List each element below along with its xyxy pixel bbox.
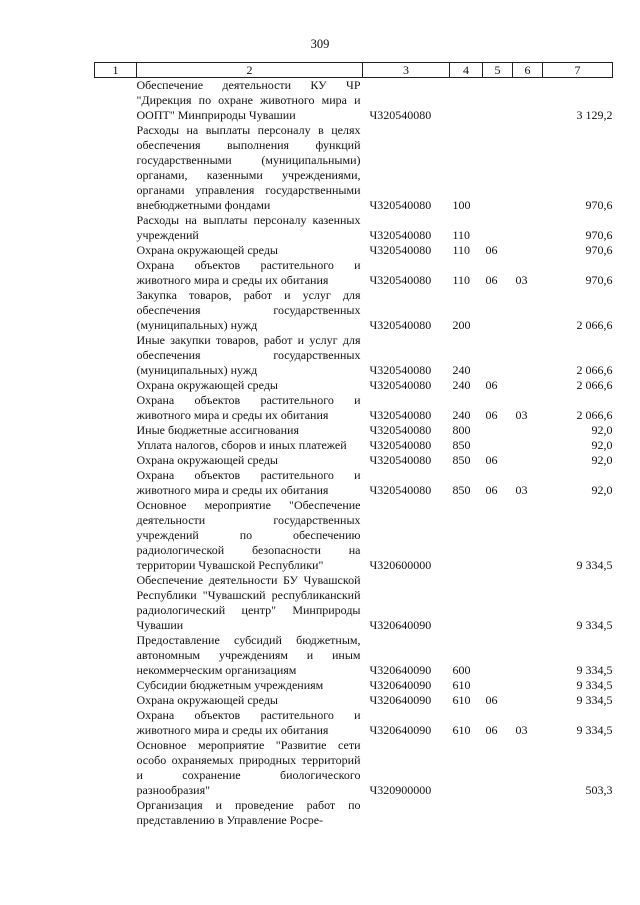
- row-amount: 9 334,5: [576, 618, 613, 632]
- subsection-code: [513, 633, 543, 678]
- section-code: [483, 498, 513, 573]
- section-code: [483, 798, 513, 828]
- row-amount: 970,6: [585, 228, 613, 242]
- subsection-code: [513, 288, 543, 333]
- subsection-code: [513, 498, 543, 573]
- row-amount: 9 334,5: [576, 723, 613, 737]
- empty-cell: [95, 468, 137, 498]
- subsection-code: 03: [515, 483, 528, 497]
- empty-cell: [95, 708, 137, 738]
- column-number: 2: [137, 63, 363, 78]
- row-amount: 2 066,6: [576, 363, 613, 377]
- target-article-code: Ч320540080: [369, 453, 432, 467]
- row-description: Охрана объектов растительного и животного мира и среды их обитания: [136, 393, 361, 422]
- target-article-code: Ч320540080: [369, 423, 432, 437]
- expense-type-code: 800: [452, 423, 471, 437]
- table-row: [95, 798, 613, 828]
- page-number: 309: [310, 37, 330, 51]
- expense-type-code: 610: [452, 693, 471, 707]
- row-description: Расходы на выплаты персоналу в целях обеспечения выполнения функций государственными (муниципальными) органами, казенными учреждениями, органами управления государственными внебюджетными фондами: [136, 123, 361, 212]
- table-row: [95, 393, 613, 423]
- empty-cell: [95, 243, 137, 258]
- empty-cell: [95, 678, 137, 693]
- target-article-code: Ч320640090: [369, 723, 432, 737]
- row-description: Расходы на выплаты персоналу казенных учреждений: [136, 213, 361, 242]
- expense-type-code: 610: [452, 678, 471, 692]
- empty-cell: [95, 438, 137, 453]
- expense-type-code: 850: [452, 438, 471, 452]
- row-description: Обеспечение деятельности БУ Чувашской Республики "Чувашский республиканский радиологический центр" Минприроды Чувашии: [136, 573, 361, 632]
- expense-type-code: [450, 573, 483, 633]
- section-code: [483, 633, 513, 678]
- table-row: [95, 633, 613, 678]
- empty-cell: [95, 378, 137, 393]
- row-description: Закупка товаров, работ и услуг для обеспечения государственных (муниципальных) нужд: [136, 288, 361, 332]
- empty-cell: [95, 798, 137, 828]
- column-number: 4: [450, 63, 483, 78]
- empty-cell: [95, 423, 137, 438]
- empty-cell: [95, 453, 137, 468]
- row-description: Охрана объектов растительного и животного мира и среды их обитания: [136, 708, 361, 737]
- table-row: [95, 693, 613, 708]
- table-row: [95, 708, 613, 738]
- expense-type-code: [450, 738, 483, 798]
- column-number: 6: [513, 63, 543, 78]
- table-row: [95, 213, 613, 243]
- section-code: 06: [485, 378, 498, 392]
- subsection-code: [513, 738, 543, 798]
- subsection-code: 03: [515, 723, 528, 737]
- row-description: Охрана окружающей среды: [136, 693, 278, 707]
- subsection-code: 03: [515, 273, 528, 287]
- expense-type-code: 100: [452, 198, 471, 212]
- target-article-code: Ч320640090: [369, 678, 432, 692]
- row-description: Охрана окружающей среды: [136, 378, 278, 392]
- target-article-code: Ч320540080: [369, 363, 432, 377]
- table-row: [95, 453, 613, 468]
- section-code: 06: [485, 273, 498, 287]
- row-description: Иные бюджетные ассигнования: [136, 423, 299, 437]
- empty-cell: [95, 633, 137, 678]
- expense-type-code: 110: [452, 228, 471, 242]
- row-description: Охрана окружающей среды: [136, 243, 278, 257]
- section-code: [483, 333, 513, 378]
- section-code: [483, 213, 513, 243]
- subsection-code: [513, 123, 543, 213]
- row-amount: 9 334,5: [576, 693, 613, 707]
- expense-type-code: 850: [452, 453, 471, 467]
- table-row: [95, 738, 613, 798]
- row-amount: 2 066,6: [576, 318, 613, 332]
- column-number: 1: [95, 63, 137, 78]
- table-row: [95, 258, 613, 288]
- empty-cell: [95, 498, 137, 573]
- empty-cell: [95, 213, 137, 243]
- table-row: [95, 678, 613, 693]
- row-amount: 970,6: [585, 198, 613, 212]
- section-code: [483, 123, 513, 213]
- section-code: [483, 78, 513, 124]
- expense-type-code: 850: [452, 483, 471, 497]
- section-code: 06: [485, 693, 498, 707]
- table-row: [95, 378, 613, 393]
- table-row: [95, 423, 613, 438]
- row-amount: 92,0: [591, 453, 613, 467]
- row-description: Организация и проведение работ по представлению в Управление Росре-: [136, 798, 361, 827]
- target-article-code: Ч320540080: [369, 378, 432, 392]
- section-code: [483, 288, 513, 333]
- empty-cell: [95, 393, 137, 423]
- expense-type-code: [450, 78, 483, 124]
- expense-type-code: [450, 498, 483, 573]
- target-article-code: Ч320540080: [369, 483, 432, 497]
- column-number: 3: [363, 63, 450, 78]
- expense-type-code: 600: [452, 663, 471, 677]
- subsection-code: [513, 378, 543, 393]
- expense-type-code: 240: [452, 363, 471, 377]
- row-amount: 970,6: [585, 243, 613, 257]
- row-description: Охрана окружающей среды: [136, 453, 278, 467]
- column-number: 5: [483, 63, 513, 78]
- row-description: Предоставление субсидий бюджетным, автономным учреждениям и иным некоммерческим организациям: [136, 633, 361, 677]
- row-amount: 2 066,6: [576, 378, 613, 392]
- target-article-code: Ч320640090: [369, 618, 432, 632]
- section-code: 06: [485, 453, 498, 467]
- target-article-code: Ч320640090: [369, 663, 432, 677]
- row-description: Субсидии бюджетным учреждениям: [136, 678, 324, 692]
- target-article-code: Ч320900000: [369, 783, 432, 797]
- row-amount: 9 334,5: [576, 663, 613, 677]
- subsection-code: [513, 423, 543, 438]
- subsection-code: 03: [515, 408, 528, 422]
- section-code: [483, 738, 513, 798]
- subsection-code: [513, 243, 543, 258]
- target-article-code: Ч320640090: [369, 693, 432, 707]
- row-amount: 970,6: [585, 273, 613, 287]
- subsection-code: [513, 453, 543, 468]
- row-amount: 92,0: [591, 423, 613, 437]
- row-amount: 9 334,5: [576, 558, 613, 572]
- section-code: 06: [485, 723, 498, 737]
- table-row: [95, 78, 613, 124]
- budget-table: [94, 62, 613, 828]
- expense-type-code: [450, 798, 483, 828]
- row-amount: 9 334,5: [576, 678, 613, 692]
- target-article-code: Ч320540080: [369, 198, 432, 212]
- row-amount: 92,0: [591, 438, 613, 452]
- empty-cell: [95, 123, 137, 213]
- target-article-code: [363, 798, 450, 828]
- table-row: [95, 498, 613, 573]
- expense-type-code: 240: [452, 408, 471, 422]
- empty-cell: [95, 78, 137, 124]
- subsection-code: [513, 693, 543, 708]
- subsection-code: [513, 78, 543, 124]
- expense-type-code: 610: [452, 723, 471, 737]
- row-description: Уплата налогов, сборов и иных платежей: [136, 438, 347, 452]
- target-article-code: Ч320540080: [369, 273, 432, 287]
- section-code: [483, 438, 513, 453]
- subsection-code: [513, 678, 543, 693]
- subsection-code: [513, 798, 543, 828]
- column-number-row: [95, 63, 613, 78]
- row-description: Иные закупки товаров, работ и услуг для обеспечения государственных (муниципальных) нужд: [136, 333, 361, 377]
- empty-cell: [95, 738, 137, 798]
- row-amount: 92,0: [591, 483, 613, 497]
- empty-cell: [95, 693, 137, 708]
- row-description: Основное мероприятие "Обеспечение деятельности государственных учреждений по обеспечению радиологической безопасности на территории Чувашской Республики": [136, 498, 361, 572]
- target-article-code: Ч320540080: [369, 318, 432, 332]
- empty-cell: [95, 258, 137, 288]
- target-article-code: Ч320540080: [369, 243, 432, 257]
- target-article-code: Ч320540080: [369, 108, 432, 122]
- empty-cell: [95, 288, 137, 333]
- target-article-code: Ч320540080: [369, 228, 432, 242]
- column-number: 7: [543, 63, 613, 78]
- row-description: Основное мероприятие "Развитие сети особо охраняемых природных территорий и сохранение биологического разнообразия": [136, 738, 361, 797]
- table-row: [95, 468, 613, 498]
- section-code: 06: [485, 408, 498, 422]
- row-amount: 503,3: [585, 783, 613, 797]
- subsection-code: [513, 438, 543, 453]
- section-code: [483, 423, 513, 438]
- table-row: [95, 288, 613, 333]
- table-row: [95, 123, 613, 213]
- row-amount: 3 129,2: [576, 108, 613, 122]
- row-amount: 2 066,6: [576, 408, 613, 422]
- expense-type-code: 240: [452, 378, 471, 392]
- expense-type-code: 110: [452, 273, 471, 287]
- row-amount: [543, 798, 613, 828]
- table-row: [95, 243, 613, 258]
- table-row: [95, 333, 613, 378]
- empty-cell: [95, 573, 137, 633]
- expense-type-code: 200: [452, 318, 471, 332]
- row-description: Охрана объектов растительного и животного мира и среды их обитания: [136, 468, 361, 497]
- subsection-code: [513, 573, 543, 633]
- section-code: [483, 678, 513, 693]
- row-description: Обеспечение деятельности КУ ЧР "Дирекция по охране животного мира и ООПТ" Минприроды Чувашии: [136, 78, 361, 122]
- target-article-code: Ч320540080: [369, 408, 432, 422]
- target-article-code: Ч320600000: [369, 558, 432, 572]
- target-article-code: Ч320540080: [369, 438, 432, 452]
- expense-type-code: 110: [452, 243, 471, 257]
- subsection-code: [513, 333, 543, 378]
- section-code: 06: [485, 483, 498, 497]
- table-row: [95, 573, 613, 633]
- subsection-code: [513, 213, 543, 243]
- section-code: [483, 573, 513, 633]
- empty-cell: [95, 333, 137, 378]
- table-row: [95, 438, 613, 453]
- row-description: Охрана объектов растительного и животного мира и среды их обитания: [136, 258, 361, 287]
- section-code: 06: [485, 243, 498, 257]
